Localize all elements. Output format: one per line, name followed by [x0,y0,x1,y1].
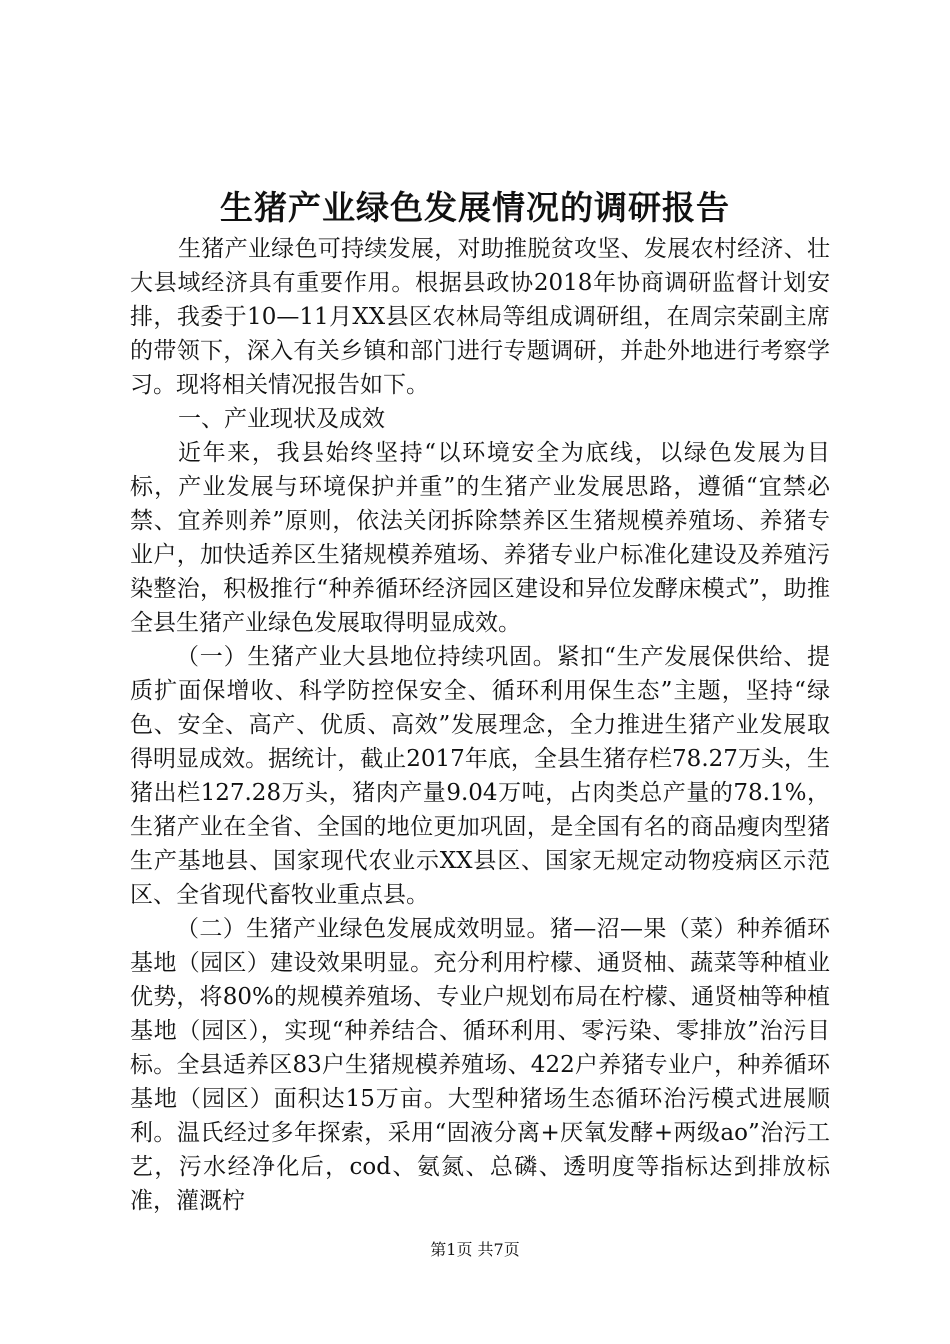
document-title: 生猪产业绿色发展情况的调研报告 [220,188,730,227]
section-heading: 一、产业现状及成效 [178,406,385,432]
subsection-2-paragraph: （二）生猪产业绿色发展成效明显。猪—沼—果（菜）种养循环基地（园区）建设效果明显。充分利用柠檬、通贤柚、蔬菜等种植业优势，将80%的规模养殖场、专业户规划布局在柠檬、通贤柚等种植基地（园区），实现“种养结合、循环利用、零污染、零排放”治污目标。全县适养区83户生猪规模养殖场、422户养猪专业户，种养循环基地（园区）面积达15万亩。大型种猪场生态循环治污模式进展顺利。温氏经过多年探索，采用“固液分离+厌氧发酵+两级ao”治污工艺，污水经净化后，cod、氨氮、总磷、透明度等指标达到排放标准，灌溉柠 [130,916,830,1214]
intro-paragraph: 生猪产业绿色可持续发展，对助推脱贫攻坚、发展农村经济、壮大县域经济具有重要作用。根据县政协2018年协商调研监督计划安排，我委于10—11月XX县区农林局等组成调研组，在周宗荣副主席的带领下，深入有关乡镇和部门进行专题调研，并赴外地进行考察学习。现将相关情况报告如下。 [130,236,830,398]
subsection-1-paragraph: （一）生猪产业大县地位持续巩固。紧扣“生产发展保供给、提质扩面保增收、科学防控保安全、循环利用保生态”主题，坚持“绿色、安全、高产、优质、高效”发展理念，全力推进生猪产业发展取得明显成效。据统计，截止2017年底，全县生猪存栏78.27万头，生猪出栏127.28万头，猪肉产量9.04万吨，占肉类总产量的78.1%，生猪产业在全省、全国的地位更加巩固，是全国有名的商品瘦肉型猪生产基地县、国家现代农业示XX县区、国家无规定动物疫病区示范区、全省现代畜牧业重点县。 [130,644,830,908]
document-body [130,232,830,1218]
page-footer: 第1页 共7页 [430,1240,520,1259]
overview-paragraph: 近年来，我县始终坚持“以环境安全为底线，以绿色发展为目标，产业发展与环境保护并重”的生猪产业发展思路，遵循“宜禁必禁、宜养则养”原则，依法关闭拆除禁养区生猪规模养殖场、养猪专业户，加快适养区生猪规模养殖场、养猪专业户标准化建设及养殖污染整治，积极推行“种养循环经济园区建设和异位发酵床模式”，助推全县生猪产业绿色发展取得明显成效。 [130,440,830,636]
